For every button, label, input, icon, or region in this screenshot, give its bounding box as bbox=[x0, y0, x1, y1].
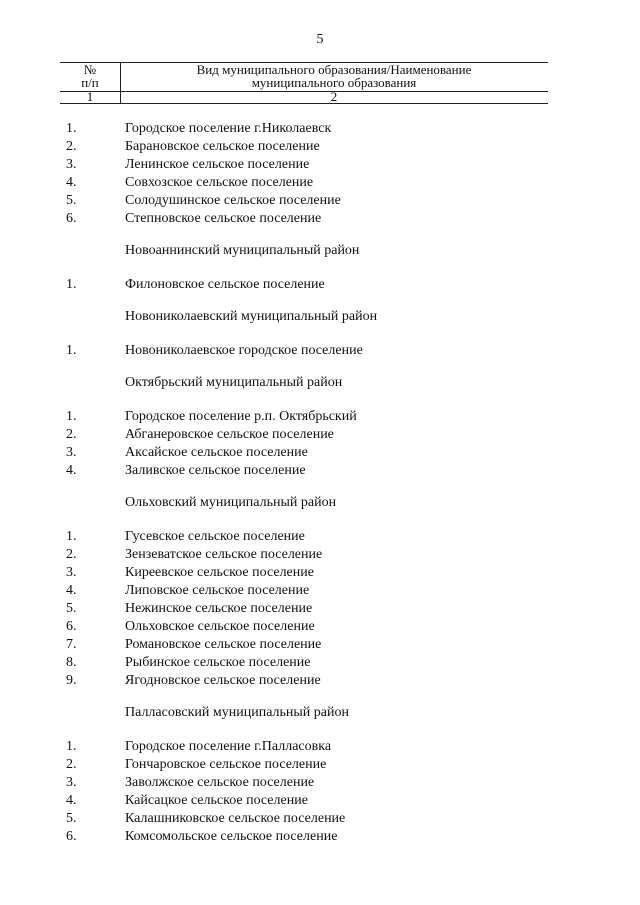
list-item bbox=[0, 426, 640, 444]
item-name: Совхозское сельское поселение bbox=[125, 175, 314, 190]
item-number: 1. bbox=[66, 343, 77, 358]
item-name: Нежинское сельское поселение bbox=[125, 601, 313, 616]
item-number: 3. bbox=[66, 157, 77, 172]
list-item bbox=[0, 618, 640, 636]
header-bottom-rule bbox=[60, 103, 548, 104]
item-number: 3. bbox=[66, 775, 77, 790]
item-name: Абганеровское сельское поселение bbox=[125, 427, 334, 442]
page-number: 5 bbox=[316, 32, 324, 47]
list-item bbox=[0, 672, 640, 690]
list-item bbox=[0, 600, 640, 618]
district-heading: Октябрьский муниципальный район bbox=[125, 375, 343, 390]
item-number: 4. bbox=[66, 793, 77, 808]
item-number: 8. bbox=[66, 655, 77, 670]
item-name: Гончаровское сельское поселение bbox=[125, 757, 327, 772]
list-item bbox=[0, 654, 640, 672]
item-number: 1. bbox=[66, 277, 77, 292]
item-number: 6. bbox=[66, 619, 77, 634]
header-name-column: Вид муниципального образования/Наименование муниципального образования bbox=[196, 62, 472, 90]
item-name: Филоновское сельское поселение bbox=[125, 277, 325, 292]
item-name: Комсомольское сельское поселение bbox=[125, 829, 338, 844]
municipality-list bbox=[0, 120, 640, 846]
item-number: 1. bbox=[66, 529, 77, 544]
item-number: 9. bbox=[66, 673, 77, 688]
list-item bbox=[0, 408, 640, 426]
column-index-2: 2 bbox=[330, 89, 338, 104]
item-name: Городское поселение р.п. Октябрьский bbox=[125, 409, 357, 424]
list-item bbox=[0, 462, 640, 480]
item-name: Романовское сельское поселение bbox=[125, 637, 322, 652]
item-number: 4. bbox=[66, 463, 77, 478]
item-number: 4. bbox=[66, 175, 77, 190]
list-item bbox=[0, 564, 640, 582]
item-name: Солодушинское сельское поселение bbox=[125, 193, 341, 208]
item-name: Липовское сельское поселение bbox=[125, 583, 310, 598]
list-item bbox=[0, 756, 640, 774]
item-name: Городское поселение г.Николаевск bbox=[125, 121, 332, 136]
item-number: 1. bbox=[66, 121, 77, 136]
item-name: Ольховское сельское поселение bbox=[125, 619, 315, 634]
item-number: 5. bbox=[66, 811, 77, 826]
list-item bbox=[0, 342, 640, 360]
item-name: Ленинское сельское поселение bbox=[125, 157, 310, 172]
district-heading: Палласовский муниципальный район bbox=[125, 705, 349, 720]
list-item bbox=[0, 138, 640, 156]
list-item bbox=[0, 774, 640, 792]
item-name: Аксайское сельское поселение bbox=[125, 445, 308, 460]
item-name: Новониколаевское городское поселение bbox=[125, 343, 363, 358]
item-number: 3. bbox=[66, 445, 77, 460]
list-item bbox=[0, 276, 640, 294]
list-item bbox=[0, 738, 640, 756]
list-item bbox=[0, 174, 640, 192]
list-item bbox=[0, 210, 640, 228]
item-number: 2. bbox=[66, 139, 77, 154]
item-number: 5. bbox=[66, 601, 77, 616]
list-item bbox=[0, 546, 640, 564]
item-number: 7. bbox=[66, 637, 77, 652]
item-number: 2. bbox=[66, 757, 77, 772]
list-item bbox=[0, 156, 640, 174]
list-item bbox=[0, 792, 640, 810]
item-name: Калашниковское сельское поселение bbox=[125, 811, 346, 826]
list-item bbox=[0, 810, 640, 828]
item-name: Барановское сельское поселение bbox=[125, 139, 320, 154]
table-header bbox=[60, 62, 548, 104]
item-name: Кайсацкое сельское поселение bbox=[125, 793, 308, 808]
item-name: Киреевское сельское поселение bbox=[125, 565, 314, 580]
item-number: 4. bbox=[66, 583, 77, 598]
item-name: Заволжское сельское поселение bbox=[125, 775, 315, 790]
item-number: 1. bbox=[66, 739, 77, 754]
item-name: Гусевское сельское поселение bbox=[125, 529, 305, 544]
item-number: 3. bbox=[66, 565, 77, 580]
list-item bbox=[0, 192, 640, 210]
list-item bbox=[0, 444, 640, 462]
item-number: 1. bbox=[66, 409, 77, 424]
item-name: Зензеватское сельское поселение bbox=[125, 547, 323, 562]
district-heading: Новоаннинский муниципальный район bbox=[125, 243, 360, 258]
item-name: Заливское сельское поселение bbox=[125, 463, 306, 478]
list-item bbox=[0, 120, 640, 138]
district-heading: Ольховский муниципальный район bbox=[125, 495, 337, 510]
column-index-1: 1 bbox=[86, 89, 94, 104]
list-item bbox=[0, 828, 640, 846]
item-name: Степновское сельское поселение bbox=[125, 211, 322, 226]
item-name: Рыбинское сельское поселение bbox=[125, 655, 311, 670]
header-number-column: № п/п bbox=[81, 62, 99, 90]
item-name: Ягодновское сельское поселение bbox=[125, 673, 321, 688]
item-name: Городское поселение г.Палласовка bbox=[125, 739, 332, 754]
item-number: 5. bbox=[66, 193, 77, 208]
item-number: 6. bbox=[66, 829, 77, 844]
list-item bbox=[0, 582, 640, 600]
item-number: 2. bbox=[66, 547, 77, 562]
list-item bbox=[0, 636, 640, 654]
item-number: 6. bbox=[66, 211, 77, 226]
list-item bbox=[0, 528, 640, 546]
district-heading: Новониколаевский муниципальный район bbox=[125, 309, 378, 324]
item-number: 2. bbox=[66, 427, 77, 442]
